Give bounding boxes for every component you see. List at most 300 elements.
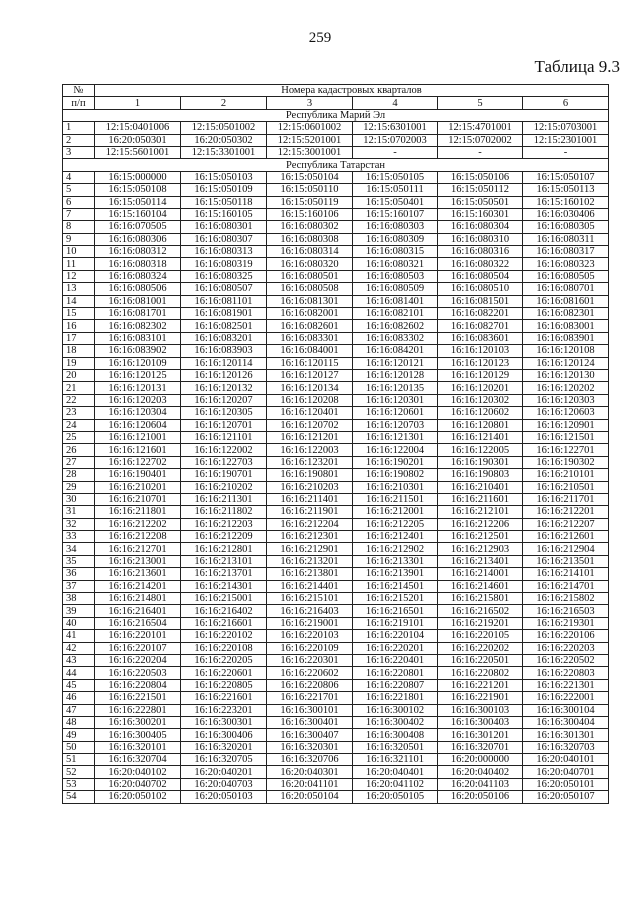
cadastral-number-cell: 16:16:320101 (95, 741, 181, 753)
row-number-cell: 43 (63, 654, 95, 666)
cadastral-number-cell: - (523, 146, 609, 158)
table-row (63, 555, 609, 567)
cadastral-number-cell: 16:15:050109 (181, 184, 267, 196)
cadastral-number-cell: 16:15:050106 (438, 171, 523, 183)
row-number-cell: 33 (63, 531, 95, 543)
cadastral-number-cell: 16:16:300408 (353, 729, 438, 741)
row-number-cell: 24 (63, 419, 95, 431)
table-caption: Таблица 9.3 (534, 57, 620, 76)
row-number-cell: 3 (63, 146, 95, 158)
cadastral-number-cell: 16:16:221301 (523, 679, 609, 691)
cadastral-number-cell: 16:16:212401 (353, 531, 438, 543)
cadastral-number-cell: 16:16:220109 (267, 642, 353, 654)
cadastral-number-cell: 16:16:220802 (438, 667, 523, 679)
cadastral-number-cell: 16:16:120131 (95, 382, 181, 394)
cadastral-number-cell: 16:16:216402 (181, 605, 267, 617)
cadastral-number-cell: 16:16:120129 (438, 369, 523, 381)
cadastral-number-cell: 16:16:216403 (267, 605, 353, 617)
table-row (63, 407, 609, 419)
cadastral-number-cell: 16:20:050302 (181, 134, 267, 146)
cadastral-number-cell: 16:16:070505 (95, 221, 181, 233)
cadastral-number-cell: 16:15:050118 (181, 196, 267, 208)
cadastral-number-cell: 16:16:212207 (523, 518, 609, 530)
table-row (63, 617, 609, 629)
cadastral-number-cell: 16:16:212201 (523, 506, 609, 518)
cadastral-number-cell: 16:16:220601 (181, 667, 267, 679)
cadastral-number-cell: 16:16:080301 (181, 221, 267, 233)
cadastral-number-cell: 16:16:211901 (267, 506, 353, 518)
cadastral-number-cell: 16:16:301301 (523, 729, 609, 741)
cadastral-number-cell: 16:16:212501 (438, 531, 523, 543)
table-row (63, 270, 609, 282)
table-row (63, 345, 609, 357)
cadastral-number-cell: 16:16:214001 (438, 568, 523, 580)
row-number-cell: 8 (63, 221, 95, 233)
cadastral-number-cell: 16:16:121401 (438, 431, 523, 443)
cadastral-number-cell: 16:16:213801 (267, 568, 353, 580)
table-row (63, 122, 609, 134)
table-row (63, 246, 609, 258)
cadastral-number-cell: 16:16:080309 (353, 233, 438, 245)
cadastral-number-cell: 16:16:120103 (438, 345, 523, 357)
cadastral-number-cell: 16:16:082701 (438, 320, 523, 332)
table-row (63, 221, 609, 233)
cadastral-number-cell: 16:16:210203 (267, 481, 353, 493)
row-number-cell: 34 (63, 543, 95, 555)
cadastral-number-cell: 16:16:120602 (438, 407, 523, 419)
cadastral-number-cell: 16:16:080305 (523, 221, 609, 233)
cadastral-number-cell: 16:16:081401 (353, 295, 438, 307)
table-row (63, 233, 609, 245)
header-col-3: 3 (267, 97, 353, 109)
cadastral-number-cell: 16:16:220501 (438, 654, 523, 666)
cadastral-number-cell: 16:16:221501 (95, 692, 181, 704)
cadastral-number-cell: 16:16:216503 (523, 605, 609, 617)
cadastral-number-cell: 16:16:120801 (438, 419, 523, 431)
cadastral-number-cell: 16:16:212202 (95, 518, 181, 530)
cadastral-number-cell: 16:16:214201 (95, 580, 181, 592)
table-body (63, 109, 609, 803)
cadastral-number-cell: 16:16:215801 (438, 593, 523, 605)
table-row (63, 493, 609, 505)
cadastral-number-cell: 16:16:030406 (523, 208, 609, 220)
cadastral-number-cell: 16:16:083301 (267, 332, 353, 344)
cadastral-number-cell: 16:16:190301 (438, 456, 523, 468)
table-row (63, 456, 609, 468)
cadastral-number-cell: 16:16:120901 (523, 419, 609, 431)
row-number-cell: 16 (63, 320, 95, 332)
cadastral-number-cell: 16:16:121001 (95, 431, 181, 443)
cadastral-number-cell: 16:20:041103 (438, 778, 523, 790)
cadastral-number-cell: 16:16:300405 (95, 729, 181, 741)
cadastral-number-cell: 16:16:211802 (181, 506, 267, 518)
row-number-cell: 1 (63, 122, 95, 134)
cadastral-number-cell: 16:16:210701 (95, 493, 181, 505)
cadastral-number-cell: 16:16:320705 (181, 754, 267, 766)
table-row (63, 283, 609, 295)
cadastral-number-cell: 16:16:120128 (353, 369, 438, 381)
cadastral-number-cell: - (353, 146, 438, 158)
cadastral-number-cell: 16:16:083302 (353, 332, 438, 344)
row-number-cell: 36 (63, 568, 95, 580)
cadastral-number-cell: 16:16:212601 (523, 531, 609, 543)
cadastral-number-cell: 16:16:220503 (95, 667, 181, 679)
cadastral-number-cell: 16:16:220401 (353, 654, 438, 666)
cadastral-number-cell: 16:20:041101 (267, 778, 353, 790)
cadastral-number-cell: 16:16:122003 (267, 444, 353, 456)
cadastral-number-cell: 16:16:080306 (95, 233, 181, 245)
table-row (63, 791, 609, 803)
cadastral-number-cell: 16:20:050301 (95, 134, 181, 146)
cadastral-number-cell: 16:16:120603 (523, 407, 609, 419)
cadastral-number-cell: 16:16:120302 (438, 394, 523, 406)
table-row (63, 716, 609, 728)
cadastral-number-cell: 16:16:081901 (181, 308, 267, 320)
cadastral-number-cell: 16:16:210201 (95, 481, 181, 493)
cadastral-number-cell: 16:16:220803 (523, 667, 609, 679)
cadastral-number-cell: 16:16:190401 (95, 469, 181, 481)
cadastral-number-cell: 16:16:210101 (523, 469, 609, 481)
cadastral-number-cell: 16:16:080302 (267, 221, 353, 233)
cadastral-number-cell: 16:16:120604 (95, 419, 181, 431)
cadastral-number-cell: 16:16:080311 (523, 233, 609, 245)
cadastral-number-cell: 16:16:211701 (523, 493, 609, 505)
table-row (63, 568, 609, 580)
cadastral-number-cell: 16:16:212903 (438, 543, 523, 555)
cadastral-number-cell: 16:20:040703 (181, 778, 267, 790)
row-number-cell: 47 (63, 704, 95, 716)
cadastral-number-cell: 16:16:220205 (181, 654, 267, 666)
cadastral-number-cell: 16:16:121201 (267, 431, 353, 443)
cadastral-number-cell: 16:16:120125 (95, 369, 181, 381)
cadastral-number-cell: 16:16:080508 (267, 283, 353, 295)
header-num-bottom: п/п (63, 97, 95, 109)
cadastral-number-cell: 16:16:320201 (181, 741, 267, 753)
cadastral-number-cell: 16:16:120701 (181, 419, 267, 431)
cadastral-number-cell: 16:20:040101 (523, 754, 609, 766)
cadastral-number-cell: 16:16:214801 (95, 593, 181, 605)
cadastral-number-cell: 16:16:080324 (95, 270, 181, 282)
cadastral-number-cell: 16:16:300404 (523, 716, 609, 728)
cadastral-number-cell: 16:16:220108 (181, 642, 267, 654)
cadastral-number-cell: 16:16:084201 (353, 345, 438, 357)
cadastral-number-cell: 16:16:082001 (267, 308, 353, 320)
cadastral-number-cell: 16:16:221701 (267, 692, 353, 704)
cadastral-number-cell: 16:16:120132 (181, 382, 267, 394)
cadastral-number-cell: 16:16:214401 (267, 580, 353, 592)
cadastral-number-cell: 16:16:300103 (438, 704, 523, 716)
cadastral-number-cell: 16:16:212204 (267, 518, 353, 530)
cadastral-number-cell: 16:16:213201 (267, 555, 353, 567)
cadastral-number-cell: 12:15:0702003 (353, 134, 438, 146)
cadastral-number-cell: 16:16:080320 (267, 258, 353, 270)
cadastral-number-cell: 16:16:214501 (353, 580, 438, 592)
cadastral-number-cell: 16:16:213501 (523, 555, 609, 567)
cadastral-number-cell: 16:16:121501 (523, 431, 609, 443)
row-number-cell: 46 (63, 692, 95, 704)
cadastral-number-cell: 16:16:220201 (353, 642, 438, 654)
cadastral-number-cell: 16:15:050104 (267, 171, 353, 183)
cadastral-number-cell: 16:16:122703 (181, 456, 267, 468)
cadastral-number-cell: 16:16:120126 (181, 369, 267, 381)
cadastral-number-cell: 16:16:220105 (438, 630, 523, 642)
cadastral-number-cell: 16:16:212209 (181, 531, 267, 543)
row-number-cell: 2 (63, 134, 95, 146)
table-row (63, 394, 609, 406)
row-number-cell: 13 (63, 283, 95, 295)
cadastral-number-cell: 16:16:215101 (267, 593, 353, 605)
cadastral-number-cell: 16:15:000000 (95, 171, 181, 183)
cadastral-number-cell: 16:16:082101 (353, 308, 438, 320)
cadastral-number-cell: 16:16:080503 (353, 270, 438, 282)
row-number-cell: 11 (63, 258, 95, 270)
cadastral-number-cell: 16:16:120121 (353, 357, 438, 369)
row-number-cell: 12 (63, 270, 95, 282)
cadastral-number-cell: 16:16:320703 (523, 741, 609, 753)
cadastral-number-cell: 12:15:5601001 (95, 146, 181, 158)
cadastral-number-cell: 16:16:222001 (523, 692, 609, 704)
cadastral-number-cell: 16:16:122002 (181, 444, 267, 456)
table-row (63, 320, 609, 332)
table-row (63, 258, 609, 270)
cadastral-number-cell: 16:16:300406 (181, 729, 267, 741)
cadastral-number-cell: 16:16:215201 (353, 593, 438, 605)
header-col-4: 4 (353, 97, 438, 109)
cadastral-number-cell: 16:16:212904 (523, 543, 609, 555)
cadastral-number-cell: 16:16:122702 (95, 456, 181, 468)
cadastral-number-cell: 16:15:160107 (353, 208, 438, 220)
cadastral-number-cell: 16:16:300401 (267, 716, 353, 728)
table-row (63, 704, 609, 716)
cadastral-number-cell: 16:16:083601 (438, 332, 523, 344)
cadastral-number-cell: 16:16:120702 (267, 419, 353, 431)
cadastral-number-cell: 16:16:080318 (95, 258, 181, 270)
cadastral-number-cell: 16:20:050106 (438, 791, 523, 803)
table-row (63, 444, 609, 456)
cadastral-number-cell: 12:15:0601002 (267, 122, 353, 134)
cadastral-number-cell: 16:16:120123 (438, 357, 523, 369)
cadastral-number-cell: 16:16:216502 (438, 605, 523, 617)
cadastral-number-cell: 16:16:080304 (438, 221, 523, 233)
cadastral-number-cell: 16:16:120203 (95, 394, 181, 406)
cadastral-number-cell: 16:16:220203 (523, 642, 609, 654)
table-row (63, 679, 609, 691)
section-title: Республика Марий Эл (63, 109, 609, 121)
cadastral-number-cell: 16:20:040301 (267, 766, 353, 778)
table-row (63, 295, 609, 307)
table-row (63, 593, 609, 605)
table-row (63, 196, 609, 208)
cadastral-number-cell: 16:16:300403 (438, 716, 523, 728)
row-number-cell: 54 (63, 791, 95, 803)
cadastral-number-cell: 16:16:221601 (181, 692, 267, 704)
cadastral-number-cell: 16:16:120134 (267, 382, 353, 394)
row-number-cell: 50 (63, 741, 95, 753)
cadastral-number-cell: 16:16:080509 (353, 283, 438, 295)
cadastral-number-cell: 16:16:211501 (353, 493, 438, 505)
cadastral-number-cell: 16:16:220101 (95, 630, 181, 642)
cadastral-number-cell: 16:15:160105 (181, 208, 267, 220)
row-number-cell: 38 (63, 593, 95, 605)
cadastral-number-cell: 16:16:120601 (353, 407, 438, 419)
cadastral-number-cell: 16:16:300101 (267, 704, 353, 716)
cadastral-number-cell: 16:16:082301 (523, 308, 609, 320)
cadastral-number-cell: 16:16:081701 (95, 308, 181, 320)
cadastral-number-cell: 16:16:221801 (353, 692, 438, 704)
table-row (63, 431, 609, 443)
cadastral-number-cell: 12:15:0401006 (95, 122, 181, 134)
table-row (63, 469, 609, 481)
cadastral-number-cell: 16:16:300102 (353, 704, 438, 716)
cadastral-number-cell: 16:15:050108 (95, 184, 181, 196)
cadastral-number-cell: 16:16:300301 (181, 716, 267, 728)
cadastral-number-cell: 16:16:220106 (523, 630, 609, 642)
row-number-cell: 20 (63, 369, 95, 381)
table-row (63, 692, 609, 704)
cadastral-number-cell: 16:15:160102 (523, 196, 609, 208)
cadastral-number-cell: 16:16:080316 (438, 246, 523, 258)
cadastral-number-cell: 16:16:120124 (523, 357, 609, 369)
cadastral-number-cell: 16:16:080303 (353, 221, 438, 233)
cadastral-number-cell: 16:16:190802 (353, 469, 438, 481)
cadastral-number-cell: 16:16:320704 (95, 754, 181, 766)
cadastral-number-cell: 16:16:213101 (181, 555, 267, 567)
cadastral-number-cell: 16:16:080701 (523, 283, 609, 295)
cadastral-number-cell: 16:16:120201 (438, 382, 523, 394)
cadastral-number-cell: 16:15:050119 (267, 196, 353, 208)
cadastral-number-cell: 16:15:160106 (267, 208, 353, 220)
row-number-cell: 37 (63, 580, 95, 592)
table-row (63, 382, 609, 394)
cadastral-number-cell: 16:16:300402 (353, 716, 438, 728)
cadastral-number-cell: 16:16:082501 (181, 320, 267, 332)
cadastral-number-cell: 16:15:050111 (353, 184, 438, 196)
cadastral-number-cell: 16:16:219301 (523, 617, 609, 629)
cadastral-number-cell: 12:15:5201001 (267, 134, 353, 146)
cadastral-number-cell: 16:16:080510 (438, 283, 523, 295)
cadastral-number-cell: 16:16:300201 (95, 716, 181, 728)
row-number-cell: 26 (63, 444, 95, 456)
cadastral-number-cell: 16:16:081601 (523, 295, 609, 307)
cadastral-number-cell: 16:16:213601 (95, 568, 181, 580)
cadastral-number-cell: 16:16:080307 (181, 233, 267, 245)
cadastral-number-cell: 16:16:223201 (181, 704, 267, 716)
cadastral-number-cell: 16:16:080322 (438, 258, 523, 270)
cadastral-number-cell: 16:16:220806 (267, 679, 353, 691)
cadastral-number-cell: 16:16:190201 (353, 456, 438, 468)
cadastral-number-cell: 16:16:216401 (95, 605, 181, 617)
cadastral-number-cell: 16:16:222801 (95, 704, 181, 716)
cadastral-number-cell: 16:20:050104 (267, 791, 353, 803)
cadastral-number-cell: 16:16:082601 (267, 320, 353, 332)
cadastral-number-cell: 12:15:4701001 (438, 122, 523, 134)
cadastral-number-cell: 16:16:083903 (181, 345, 267, 357)
cadastral-number-cell: 16:20:000000 (438, 754, 523, 766)
cadastral-number-cell: 16:20:050101 (523, 778, 609, 790)
cadastral-number-cell: 16:16:220502 (523, 654, 609, 666)
row-number-cell: 9 (63, 233, 95, 245)
table-row (63, 754, 609, 766)
cadastral-number-cell: 16:16:080507 (181, 283, 267, 295)
cadastral-number-cell: 16:16:082302 (95, 320, 181, 332)
table-row (63, 481, 609, 493)
cadastral-number-cell: 16:16:212902 (353, 543, 438, 555)
cadastral-number-cell: 16:20:040102 (95, 766, 181, 778)
cadastral-number-cell: 16:16:190801 (267, 469, 353, 481)
cadastral-number-cell: 16:16:083201 (181, 332, 267, 344)
cadastral-number-cell: 16:16:190302 (523, 456, 609, 468)
cadastral-number-cell: 16:16:083901 (523, 332, 609, 344)
row-number-cell: 48 (63, 716, 95, 728)
cadastral-number-cell: 16:16:120305 (181, 407, 267, 419)
cadastral-number-cell: 16:16:216601 (181, 617, 267, 629)
header-num-top: № (63, 85, 95, 97)
table-row (63, 357, 609, 369)
table-row (63, 134, 609, 146)
cadastral-number-cell: 16:16:301201 (438, 729, 523, 741)
cadastral-number-cell: 16:16:213301 (353, 555, 438, 567)
row-number-cell: 30 (63, 493, 95, 505)
section-row (63, 159, 609, 171)
row-number-cell: 41 (63, 630, 95, 642)
cadastral-number-cell: 16:20:040402 (438, 766, 523, 778)
cadastral-number-cell: 16:20:040702 (95, 778, 181, 790)
cadastral-number-cell: 16:16:213401 (438, 555, 523, 567)
cadastral-number-cell: 16:16:122004 (353, 444, 438, 456)
header-row-top (63, 85, 609, 97)
cadastral-number-cell: 16:16:220804 (95, 679, 181, 691)
cadastral-number-cell: 16:16:080315 (353, 246, 438, 258)
cadastral-number-cell: 16:16:320501 (353, 741, 438, 753)
section-title: Республика Татарстан (63, 159, 609, 171)
cadastral-number-cell: 16:15:050112 (438, 184, 523, 196)
row-number-cell: 52 (63, 766, 95, 778)
cadastral-number-cell: 16:15:050401 (353, 196, 438, 208)
cadastral-number-cell: 16:15:050501 (438, 196, 523, 208)
row-number-cell: 18 (63, 345, 95, 357)
cadastral-number-cell: 16:16:215001 (181, 593, 267, 605)
cadastral-number-cell: 16:16:220807 (353, 679, 438, 691)
cadastral-number-cell: 16:16:120207 (181, 394, 267, 406)
cadastral-number-cell: 16:16:120127 (267, 369, 353, 381)
cadastral-number-cell: 16:16:220204 (95, 654, 181, 666)
cadastral-number-cell: 12:15:0702002 (438, 134, 523, 146)
cadastral-number-cell: 16:16:212101 (438, 506, 523, 518)
cadastral-number-cell: 16:16:123201 (267, 456, 353, 468)
cadastral-number-cell: 16:16:081301 (267, 295, 353, 307)
cadastral-number-cell: 16:15:050110 (267, 184, 353, 196)
cadastral-number-cell: 16:16:215802 (523, 593, 609, 605)
cadastral-number-cell: 16:16:300104 (523, 704, 609, 716)
cadastral-number-cell: 16:16:190803 (438, 469, 523, 481)
header-col-6: 6 (523, 97, 609, 109)
cadastral-number-cell: 16:16:220301 (267, 654, 353, 666)
cadastral-number-cell: 16:16:084001 (267, 345, 353, 357)
cadastral-number-cell: 16:16:080314 (267, 246, 353, 258)
cadastral-number-cell: 12:15:6301001 (353, 122, 438, 134)
cadastral-number-cell: 16:16:220103 (267, 630, 353, 642)
cadastral-number-cell: 16:16:080504 (438, 270, 523, 282)
cadastral-number-cell: 16:16:120208 (267, 394, 353, 406)
table-row (63, 667, 609, 679)
cadastral-number-cell: 12:15:3301001 (181, 146, 267, 158)
cadastral-number-cell: 16:15:050103 (181, 171, 267, 183)
row-number-cell: 7 (63, 208, 95, 220)
row-number-cell: 4 (63, 171, 95, 183)
cadastral-number-cell: 16:16:120130 (523, 369, 609, 381)
cadastral-number-cell: 16:16:120304 (95, 407, 181, 419)
cadastral-number-cell: 16:16:121601 (95, 444, 181, 456)
